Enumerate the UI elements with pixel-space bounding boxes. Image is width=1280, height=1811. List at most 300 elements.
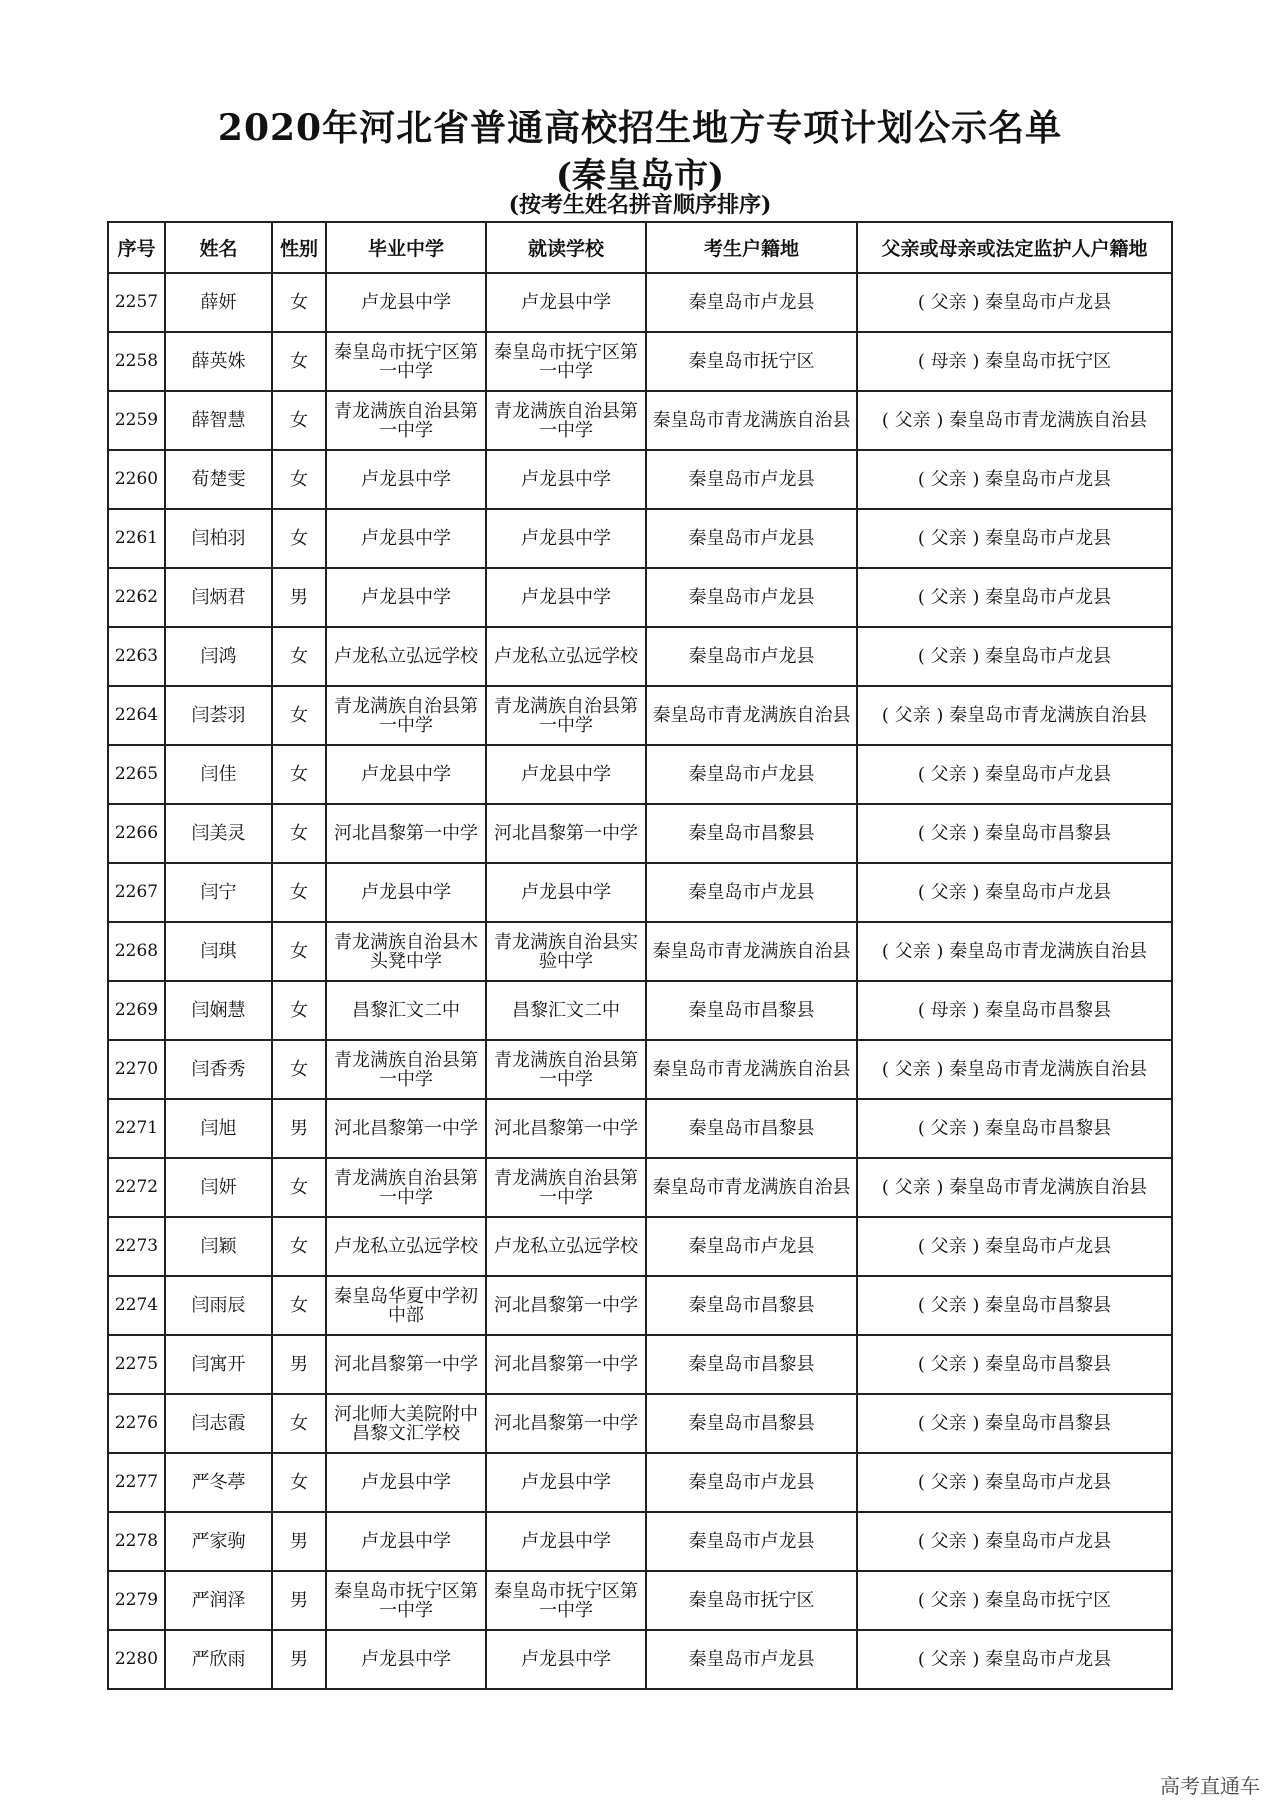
cell-graduation-school-text: 秦皇岛华夏中学初中部 xyxy=(334,1285,478,1326)
cell-seq-text: 2257 xyxy=(114,292,159,312)
cell-current-school-text: 河北昌黎第一中学 xyxy=(494,1413,638,1434)
cell-guardian-household-text: ( 父亲 ) 秦皇岛市卢龙县 xyxy=(917,1236,1112,1257)
cell-name-text: 闫佳 xyxy=(200,764,237,785)
cell-graduation-school xyxy=(326,1335,486,1394)
cell-gender-text: 女 xyxy=(290,1472,308,1493)
cell-household-text: 秦皇岛市卢龙县 xyxy=(688,587,815,608)
cell-graduation-school-text: 河北昌黎第一中学 xyxy=(334,1118,478,1139)
cell-guardian-household xyxy=(857,568,1172,627)
cell-household-text: 秦皇岛市青龙满族自治县 xyxy=(652,410,851,431)
table-row xyxy=(108,1276,1172,1335)
table-row xyxy=(108,1099,1172,1158)
cell-guardian-household xyxy=(857,1512,1172,1571)
cell-household xyxy=(646,568,857,627)
cell-name-text: 薛英姝 xyxy=(191,351,246,372)
cell-name-text: 闫志霞 xyxy=(191,1413,246,1434)
cell-household-text: 秦皇岛市卢龙县 xyxy=(688,1236,815,1257)
cell-household xyxy=(646,1571,857,1630)
cell-graduation-school xyxy=(326,568,486,627)
cell-gender-text: 女 xyxy=(290,823,308,844)
cell-current-school xyxy=(486,1276,646,1335)
cell-gender xyxy=(272,568,326,627)
cell-graduation-school xyxy=(326,1099,486,1158)
cell-name-text: 闫娴慧 xyxy=(191,1000,246,1021)
cell-gender-text: 女 xyxy=(290,941,308,962)
cell-household-text: 秦皇岛市卢龙县 xyxy=(688,1472,815,1493)
cell-seq xyxy=(108,1040,165,1099)
cell-current-school xyxy=(486,1512,646,1571)
table-row xyxy=(108,922,1172,981)
cell-gender-text: 女 xyxy=(290,1295,308,1316)
cell-current-school xyxy=(486,627,646,686)
cell-current-school-text: 卢龙县中学 xyxy=(521,469,611,490)
col-header-gender: 性别 xyxy=(272,222,326,273)
cell-graduation-school-text: 卢龙县中学 xyxy=(361,292,451,313)
cell-gender-text: 男 xyxy=(290,1531,308,1552)
cell-graduation-school-text: 青龙满族自治县第一中学 xyxy=(334,1167,478,1208)
cell-name-text: 闫荟羽 xyxy=(191,705,246,726)
cell-seq xyxy=(108,273,165,332)
cell-household-text: 秦皇岛市昌黎县 xyxy=(688,1295,815,1316)
cell-name-text: 闫鸿 xyxy=(200,646,237,667)
cell-household-text: 秦皇岛市昌黎县 xyxy=(688,823,815,844)
cell-household xyxy=(646,863,857,922)
cell-current-school-text: 昌黎汇文二中 xyxy=(512,1000,620,1021)
cell-graduation-school-text: 卢龙县中学 xyxy=(361,1472,451,1493)
cell-seq xyxy=(108,863,165,922)
cell-name-text: 闫美灵 xyxy=(191,823,246,844)
cell-seq-text: 2275 xyxy=(114,1354,159,1374)
cell-seq xyxy=(108,332,165,391)
cell-gender xyxy=(272,981,326,1040)
cell-current-school-text: 青龙满族自治县第一中学 xyxy=(494,400,638,441)
cell-gender xyxy=(272,922,326,981)
cell-seq xyxy=(108,1217,165,1276)
cell-name-text: 严冬葶 xyxy=(191,1472,246,1493)
col-header-guardian-household: 父亲或母亲或法定监护人户籍地 xyxy=(857,222,1172,273)
cell-guardian-household xyxy=(857,745,1172,804)
cell-name xyxy=(165,627,272,686)
cell-guardian-household xyxy=(857,1217,1172,1276)
cell-graduation-school-text: 卢龙县中学 xyxy=(361,469,451,490)
cell-household xyxy=(646,391,857,450)
cell-graduation-school-text: 卢龙县中学 xyxy=(361,1531,451,1552)
sort-note: (按考生姓名拼音顺序排序) xyxy=(508,192,772,218)
cell-household xyxy=(646,804,857,863)
cell-name xyxy=(165,1158,272,1217)
cell-household xyxy=(646,1276,857,1335)
cell-name xyxy=(165,568,272,627)
table-row xyxy=(108,981,1172,1040)
cell-graduation-school xyxy=(326,1040,486,1099)
cell-name xyxy=(165,273,272,332)
table-row xyxy=(108,804,1172,863)
cell-gender-text: 女 xyxy=(290,764,308,785)
cell-seq xyxy=(108,1276,165,1335)
cell-household xyxy=(646,1217,857,1276)
cell-guardian-household-text: ( 父亲 ) 秦皇岛市卢龙县 xyxy=(917,292,1112,313)
cell-guardian-household-text: ( 父亲 ) 秦皇岛市卢龙县 xyxy=(917,1531,1112,1552)
cell-graduation-school xyxy=(326,273,486,332)
cell-household-text: 秦皇岛市卢龙县 xyxy=(688,469,815,490)
cell-name-text: 闫颖 xyxy=(200,1236,237,1257)
cell-name-text: 闫妍 xyxy=(200,1177,237,1198)
cell-graduation-school xyxy=(326,627,486,686)
watermark: 高考直通车 xyxy=(1160,1774,1260,1798)
cell-household-text: 秦皇岛市青龙满族自治县 xyxy=(652,1177,851,1198)
cell-seq xyxy=(108,1335,165,1394)
cell-current-school xyxy=(486,1453,646,1512)
cell-seq xyxy=(108,1394,165,1453)
cell-gender-text: 女 xyxy=(290,705,308,726)
cell-gender xyxy=(272,686,326,745)
cell-gender-text: 女 xyxy=(290,469,308,490)
cell-gender xyxy=(272,1217,326,1276)
cell-gender-text: 女 xyxy=(290,1059,308,1080)
cell-graduation-school-text: 河北师大美院附中昌黎文汇学校 xyxy=(334,1403,478,1444)
cell-name xyxy=(165,1512,272,1571)
cell-current-school-text: 河北昌黎第一中学 xyxy=(494,823,638,844)
cell-name-text: 闫旭 xyxy=(200,1118,237,1139)
cell-guardian-household-text: ( 父亲 ) 秦皇岛市抚宁区 xyxy=(917,1590,1112,1611)
cell-household-text: 秦皇岛市卢龙县 xyxy=(688,1649,815,1670)
cell-name-text: 严欣雨 xyxy=(191,1649,246,1670)
cell-seq-text: 2280 xyxy=(114,1649,159,1669)
cell-name xyxy=(165,1630,272,1689)
cell-current-school xyxy=(486,1217,646,1276)
cell-guardian-household xyxy=(857,332,1172,391)
cell-guardian-household-text: ( 父亲 ) 秦皇岛市昌黎县 xyxy=(917,1118,1112,1139)
cell-name xyxy=(165,1453,272,1512)
cell-household-text: 秦皇岛市昌黎县 xyxy=(688,1118,815,1139)
cell-guardian-household-text: ( 父亲 ) 秦皇岛市青龙满族自治县 xyxy=(881,1059,1148,1080)
cell-seq xyxy=(108,1099,165,1158)
table-row xyxy=(108,450,1172,509)
cell-household xyxy=(646,509,857,568)
cell-current-school-text: 卢龙县中学 xyxy=(521,587,611,608)
cell-seq-text: 2271 xyxy=(114,1118,159,1138)
cell-name xyxy=(165,1099,272,1158)
cell-seq xyxy=(108,745,165,804)
cell-guardian-household-text: ( 父亲 ) 秦皇岛市昌黎县 xyxy=(917,1413,1112,1434)
roster-table xyxy=(107,221,1173,1690)
cell-gender xyxy=(272,1453,326,1512)
cell-name-text: 严家驹 xyxy=(191,1531,246,1552)
cell-gender-text: 男 xyxy=(290,1118,308,1139)
cell-current-school-text: 卢龙私立弘远学校 xyxy=(494,1236,638,1257)
cell-household xyxy=(646,627,857,686)
cell-graduation-school-text: 河北昌黎第一中学 xyxy=(334,823,478,844)
cell-current-school xyxy=(486,568,646,627)
cell-guardian-household-text: ( 父亲 ) 秦皇岛市昌黎县 xyxy=(917,1354,1112,1375)
cell-household-text: 秦皇岛市卢龙县 xyxy=(688,1531,815,1552)
cell-seq xyxy=(108,804,165,863)
cell-guardian-household-text: ( 母亲 ) 秦皇岛市昌黎县 xyxy=(917,1000,1112,1021)
cell-graduation-school xyxy=(326,863,486,922)
cell-seq-text: 2270 xyxy=(114,1059,159,1079)
cell-current-school-text: 青龙满族自治县第一中学 xyxy=(494,1167,638,1208)
cell-seq xyxy=(108,450,165,509)
cell-graduation-school xyxy=(326,509,486,568)
cell-name xyxy=(165,1276,272,1335)
cell-household xyxy=(646,1630,857,1689)
cell-name xyxy=(165,1217,272,1276)
cell-graduation-school xyxy=(326,804,486,863)
cell-current-school xyxy=(486,273,646,332)
cell-guardian-household-text: ( 父亲 ) 秦皇岛市卢龙县 xyxy=(917,1472,1112,1493)
cell-seq-text: 2272 xyxy=(114,1177,159,1197)
cell-seq-text: 2273 xyxy=(114,1236,159,1256)
cell-name xyxy=(165,745,272,804)
cell-graduation-school-text: 青龙满族自治县木头凳中学 xyxy=(334,931,478,972)
col-header-graduation-school: 毕业中学 xyxy=(326,222,486,273)
table-row xyxy=(108,391,1172,450)
cell-seq-text: 2261 xyxy=(114,528,159,548)
cell-guardian-household xyxy=(857,450,1172,509)
cell-gender-text: 女 xyxy=(290,528,308,549)
cell-current-school-text: 卢龙县中学 xyxy=(521,528,611,549)
cell-current-school xyxy=(486,745,646,804)
cell-seq-text: 2279 xyxy=(114,1590,159,1610)
cell-seq-text: 2269 xyxy=(114,1000,159,1020)
table-row xyxy=(108,1512,1172,1571)
cell-household xyxy=(646,450,857,509)
cell-guardian-household xyxy=(857,1571,1172,1630)
cell-gender xyxy=(272,450,326,509)
table-row xyxy=(108,863,1172,922)
table-row xyxy=(108,686,1172,745)
cell-gender xyxy=(272,1335,326,1394)
cell-gender xyxy=(272,804,326,863)
cell-household xyxy=(646,1512,857,1571)
cell-guardian-household xyxy=(857,1394,1172,1453)
cell-graduation-school-text: 河北昌黎第一中学 xyxy=(334,1354,478,1375)
col-header-current-school: 就读学校 xyxy=(486,222,646,273)
cell-name xyxy=(165,450,272,509)
cell-name xyxy=(165,391,272,450)
cell-name-text: 闫炳君 xyxy=(191,587,246,608)
cell-guardian-household xyxy=(857,1453,1172,1512)
cell-current-school-text: 卢龙县中学 xyxy=(521,882,611,903)
cell-guardian-household xyxy=(857,922,1172,981)
table-row xyxy=(108,745,1172,804)
cell-graduation-school xyxy=(326,391,486,450)
cell-name xyxy=(165,1335,272,1394)
table-row xyxy=(108,1335,1172,1394)
page-title: 2020年河北省普通高校招生地方专项计划公示名单 xyxy=(217,107,1063,149)
table-row xyxy=(108,1394,1172,1453)
cell-guardian-household xyxy=(857,1040,1172,1099)
cell-household xyxy=(646,686,857,745)
cell-name xyxy=(165,686,272,745)
cell-current-school-text: 卢龙县中学 xyxy=(521,1531,611,1552)
cell-current-school xyxy=(486,804,646,863)
cell-current-school-text: 青龙满族自治县实验中学 xyxy=(494,931,638,972)
cell-graduation-school-text: 青龙满族自治县第一中学 xyxy=(334,400,478,441)
cell-graduation-school xyxy=(326,1453,486,1512)
cell-seq xyxy=(108,627,165,686)
cell-household-text: 秦皇岛市卢龙县 xyxy=(688,646,815,667)
cell-gender xyxy=(272,1099,326,1158)
cell-guardian-household-text: ( 父亲 ) 秦皇岛市卢龙县 xyxy=(917,646,1112,667)
table-row xyxy=(108,1217,1172,1276)
cell-household-text: 秦皇岛市青龙满族自治县 xyxy=(652,1059,851,1080)
cell-guardian-household-text: ( 父亲 ) 秦皇岛市卢龙县 xyxy=(917,882,1112,903)
cell-current-school-text: 秦皇岛市抚宁区第一中学 xyxy=(494,1580,638,1621)
cell-graduation-school-text: 卢龙私立弘远学校 xyxy=(334,646,478,667)
cell-guardian-household-text: ( 父亲 ) 秦皇岛市卢龙县 xyxy=(917,1649,1112,1670)
cell-household-text: 秦皇岛市卢龙县 xyxy=(688,292,815,313)
cell-name-text: 闫雨辰 xyxy=(191,1295,246,1316)
cell-current-school-text: 青龙满族自治县第一中学 xyxy=(494,695,638,736)
cell-current-school xyxy=(486,863,646,922)
cell-guardian-household-text: ( 父亲 ) 秦皇岛市青龙满族自治县 xyxy=(881,941,1148,962)
cell-gender-text: 女 xyxy=(290,1236,308,1257)
cell-graduation-school xyxy=(326,745,486,804)
cell-seq xyxy=(108,686,165,745)
cell-seq-text: 2266 xyxy=(114,823,159,843)
cell-household xyxy=(646,1040,857,1099)
cell-current-school-text: 卢龙县中学 xyxy=(521,764,611,785)
table-row xyxy=(108,1158,1172,1217)
cell-seq xyxy=(108,981,165,1040)
cell-household xyxy=(646,981,857,1040)
cell-seq-text: 2262 xyxy=(114,587,159,607)
cell-name-text: 闫琪 xyxy=(200,941,237,962)
cell-name xyxy=(165,1394,272,1453)
table-row xyxy=(108,568,1172,627)
cell-gender-text: 女 xyxy=(290,292,308,313)
cell-seq-text: 2260 xyxy=(114,469,159,489)
table-header-row xyxy=(108,222,1172,273)
cell-seq xyxy=(108,568,165,627)
cell-household xyxy=(646,273,857,332)
cell-seq-text: 2278 xyxy=(114,1531,159,1551)
cell-household-text: 秦皇岛市昌黎县 xyxy=(688,1354,815,1375)
table-row xyxy=(108,627,1172,686)
cell-graduation-school-text: 卢龙县中学 xyxy=(361,882,451,903)
cell-guardian-household-text: ( 父亲 ) 秦皇岛市卢龙县 xyxy=(917,528,1112,549)
cell-current-school-text: 河北昌黎第一中学 xyxy=(494,1295,638,1316)
cell-seq xyxy=(108,1453,165,1512)
cell-gender xyxy=(272,391,326,450)
cell-current-school xyxy=(486,686,646,745)
cell-guardian-household xyxy=(857,1276,1172,1335)
cell-name-text: 闫宁 xyxy=(200,882,237,903)
cell-guardian-household-text: ( 父亲 ) 秦皇岛市青龙满族自治县 xyxy=(881,1177,1148,1198)
cell-name-text: 闫柏羽 xyxy=(191,528,246,549)
cell-guardian-household xyxy=(857,1630,1172,1689)
cell-current-school xyxy=(486,1335,646,1394)
cell-graduation-school xyxy=(326,1630,486,1689)
cell-gender xyxy=(272,332,326,391)
cell-name-text: 荀楚雯 xyxy=(191,469,246,490)
cell-household-text: 秦皇岛市青龙满族自治县 xyxy=(652,941,851,962)
cell-guardian-household xyxy=(857,509,1172,568)
cell-name xyxy=(165,1040,272,1099)
cell-graduation-school xyxy=(326,981,486,1040)
cell-seq-text: 2263 xyxy=(114,646,159,666)
cell-name xyxy=(165,922,272,981)
cell-current-school xyxy=(486,1630,646,1689)
cell-guardian-household-text: ( 父亲 ) 秦皇岛市青龙满族自治县 xyxy=(881,410,1148,431)
cell-graduation-school-text: 秦皇岛市抚宁区第一中学 xyxy=(334,1580,478,1621)
cell-guardian-household xyxy=(857,391,1172,450)
cell-name-text: 严润泽 xyxy=(191,1590,246,1611)
cell-graduation-school xyxy=(326,922,486,981)
cell-gender-text: 男 xyxy=(290,1354,308,1375)
cell-seq-text: 2258 xyxy=(114,351,159,371)
cell-gender xyxy=(272,1512,326,1571)
cell-household-text: 秦皇岛市昌黎县 xyxy=(688,1000,815,1021)
cell-guardian-household-text: ( 母亲 ) 秦皇岛市抚宁区 xyxy=(917,351,1112,372)
cell-gender xyxy=(272,1040,326,1099)
cell-graduation-school xyxy=(326,1158,486,1217)
cell-seq xyxy=(108,1158,165,1217)
col-header-name: 姓名 xyxy=(165,222,272,273)
cell-graduation-school xyxy=(326,1512,486,1571)
cell-graduation-school-text: 昌黎汇文二中 xyxy=(352,1000,460,1021)
cell-gender xyxy=(272,745,326,804)
cell-current-school-text: 河北昌黎第一中学 xyxy=(494,1118,638,1139)
cell-seq xyxy=(108,1512,165,1571)
cell-gender xyxy=(272,509,326,568)
cell-gender-text: 女 xyxy=(290,1177,308,1198)
table-row xyxy=(108,1630,1172,1689)
cell-seq xyxy=(108,509,165,568)
cell-household xyxy=(646,1335,857,1394)
cell-seq xyxy=(108,391,165,450)
cell-gender-text: 女 xyxy=(290,1000,308,1021)
cell-current-school xyxy=(486,981,646,1040)
table-row xyxy=(108,273,1172,332)
cell-household xyxy=(646,332,857,391)
cell-current-school-text: 河北昌黎第一中学 xyxy=(494,1354,638,1375)
cell-graduation-school xyxy=(326,686,486,745)
cell-seq-text: 2267 xyxy=(114,882,159,902)
cell-graduation-school-text: 秦皇岛市抚宁区第一中学 xyxy=(334,341,478,382)
cell-household xyxy=(646,1158,857,1217)
cell-name-text: 薛妍 xyxy=(200,292,237,313)
cell-seq-text: 2274 xyxy=(114,1295,159,1315)
cell-guardian-household xyxy=(857,981,1172,1040)
cell-graduation-school-text: 卢龙私立弘远学校 xyxy=(334,1236,478,1257)
cell-household-text: 秦皇岛市抚宁区 xyxy=(688,351,815,372)
cell-household xyxy=(646,1394,857,1453)
cell-current-school xyxy=(486,1158,646,1217)
cell-name-text: 薛智慧 xyxy=(191,410,246,431)
cell-current-school-text: 卢龙县中学 xyxy=(521,1472,611,1493)
cell-current-school xyxy=(486,509,646,568)
cell-graduation-school xyxy=(326,332,486,391)
cell-gender-text: 女 xyxy=(290,410,308,431)
cell-household-text: 秦皇岛市青龙满族自治县 xyxy=(652,705,851,726)
cell-guardian-household-text: ( 父亲 ) 秦皇岛市青龙满族自治县 xyxy=(881,705,1148,726)
cell-name xyxy=(165,1571,272,1630)
cell-gender xyxy=(272,1571,326,1630)
cell-household-text: 秦皇岛市卢龙县 xyxy=(688,764,815,785)
table-row xyxy=(108,332,1172,391)
cell-graduation-school-text: 卢龙县中学 xyxy=(361,528,451,549)
cell-guardian-household-text: ( 父亲 ) 秦皇岛市昌黎县 xyxy=(917,1295,1112,1316)
cell-guardian-household xyxy=(857,1335,1172,1394)
cell-current-school-text: 卢龙县中学 xyxy=(521,292,611,313)
cell-gender xyxy=(272,627,326,686)
table-row xyxy=(108,1040,1172,1099)
cell-graduation-school-text: 卢龙县中学 xyxy=(361,764,451,785)
cell-guardian-household xyxy=(857,627,1172,686)
cell-gender-text: 女 xyxy=(290,882,308,903)
